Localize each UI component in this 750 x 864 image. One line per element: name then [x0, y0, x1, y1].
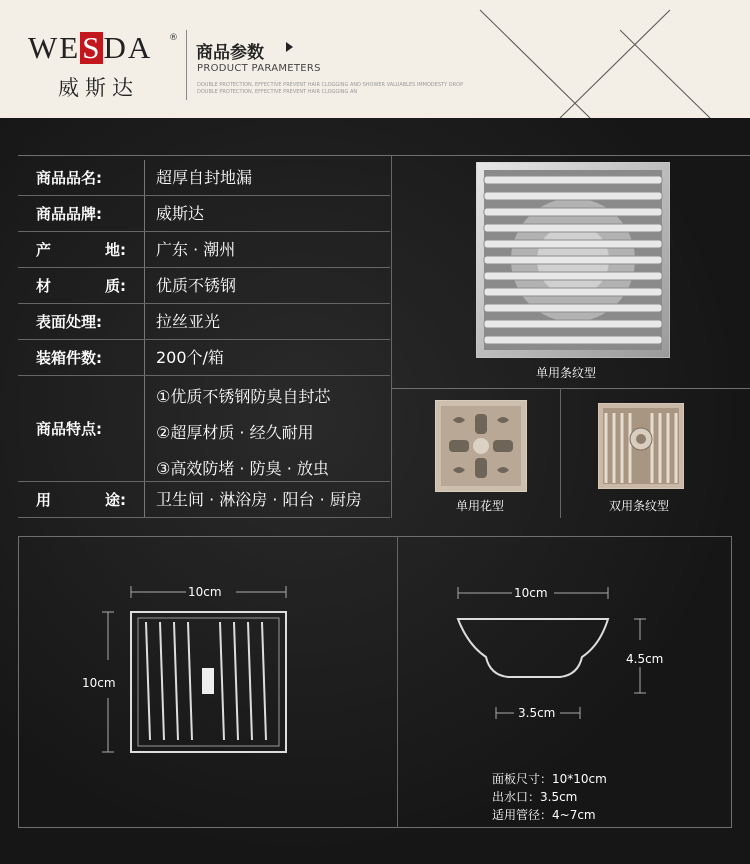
- double-drain-image: [598, 403, 684, 489]
- param-value: 超厚自封地漏: [156, 168, 253, 187]
- table-photo-divider: [391, 155, 392, 518]
- photo-top-line: [391, 155, 750, 156]
- photo-bottom-divider: [560, 388, 561, 518]
- param-label: 商品品名:: [36, 169, 102, 187]
- param-row: [18, 232, 390, 268]
- param-row: [18, 160, 390, 196]
- feature-item: ①优质不锈钢防臭自封芯: [156, 387, 331, 406]
- arrow-right-icon: [286, 42, 293, 52]
- brand-name-cn: 威斯达: [58, 76, 139, 100]
- dimension-divider: [397, 536, 398, 828]
- side-width-label: 10cm: [514, 586, 548, 600]
- param-row: [18, 340, 390, 376]
- caption-main: 单用条纹型: [536, 366, 597, 380]
- photo-mid-line: [391, 388, 750, 389]
- row-separator: [144, 160, 145, 195]
- features-row: [18, 376, 390, 482]
- flower-drain-image: [435, 400, 527, 492]
- header-fine-print: DOUBLE PROTECTION, EFFECTIVE PREVENT HAIR CLOGGING AND SHOWER VALUABLES IMMODESTY DROP DOUBLE PROTECTION, EFFECTIVE PREVENT HAIR CLOGGING AN: [197, 82, 464, 95]
- top-view-diagram: [96, 580, 296, 760]
- row-separator: [144, 340, 145, 375]
- param-label: 商品品牌:: [36, 205, 102, 223]
- caption-flower: 单用花型: [456, 499, 505, 513]
- spec-outlet: 出水口：3.5cm: [492, 790, 578, 804]
- param-value: 广东 · 潮州: [156, 240, 236, 259]
- param-label: 表面处理:: [36, 313, 102, 331]
- row-separator: [144, 196, 145, 231]
- row-separator: [144, 482, 145, 517]
- features-label: 商品特点:: [36, 420, 102, 438]
- usage-value: 卫生间 · 淋浴房 · 阳台 · 厨房: [156, 490, 362, 509]
- brand-logo: WESDA: [28, 30, 153, 65]
- param-row: [18, 304, 390, 340]
- section-title: 商品参数: [196, 43, 264, 63]
- top-height-label: 10cm: [82, 676, 116, 690]
- param-label: 产 地:: [36, 241, 126, 259]
- row-separator: [144, 376, 145, 481]
- row-separator: [144, 232, 145, 267]
- param-row: [18, 268, 390, 304]
- decorative-lines: [470, 0, 750, 118]
- registered-mark: ®: [169, 33, 178, 43]
- param-value: 优质不锈钢: [156, 276, 237, 295]
- row-separator: [144, 268, 145, 303]
- feature-item: ②超厚材质 · 经久耐用: [156, 423, 314, 442]
- outlet-label: 3.5cm: [518, 706, 556, 720]
- row-separator: [144, 304, 145, 339]
- param-label: 材 质:: [36, 277, 126, 295]
- spec-panel-size: 面板尺寸：10*10cm: [492, 772, 607, 786]
- param-row: [18, 196, 390, 232]
- main-drain-image: [476, 162, 670, 358]
- param-label: 装箱件数:: [36, 349, 102, 367]
- spec-pipe: 适用管径：4~7cm: [492, 808, 596, 822]
- param-value: 拉丝亚光: [156, 312, 221, 331]
- param-value: 威斯达: [156, 204, 205, 223]
- usage-label: 用 途:: [36, 491, 126, 509]
- header-divider: [186, 30, 187, 100]
- section-subtitle: PRODUCT PARAMETERS: [197, 63, 321, 74]
- caption-double: 双用条纹型: [609, 499, 670, 513]
- feature-item: ③高效防堵 · 防臭 · 放虫: [156, 459, 329, 478]
- header-banner: [0, 0, 750, 118]
- usage-row: [18, 482, 390, 518]
- param-value: 200个/箱: [156, 348, 224, 367]
- side-height-label: 4.5cm: [626, 652, 664, 666]
- top-width-label: 10cm: [188, 585, 222, 599]
